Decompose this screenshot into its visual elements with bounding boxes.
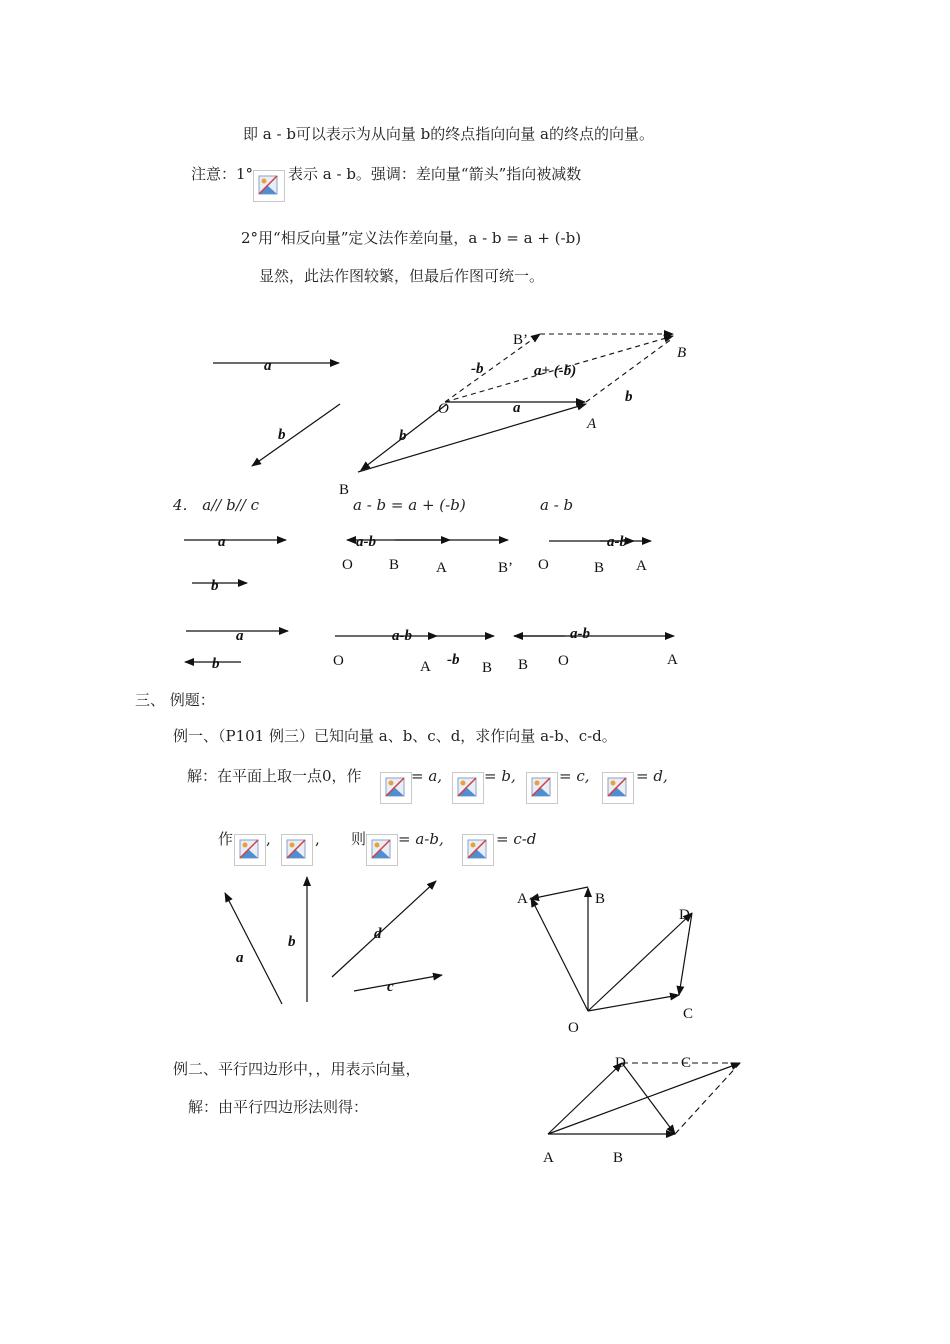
pg-label-b: B	[613, 1150, 624, 1166]
row2-label-ab-mid: a-b	[392, 628, 412, 644]
label-b-3: b	[399, 428, 407, 444]
row1-label-o-right: O	[538, 557, 549, 573]
row2-label-a: a	[236, 628, 244, 644]
label-neg-b: -b	[471, 361, 484, 377]
pg-label-d: D	[615, 1055, 626, 1071]
ex1-label-a: a	[236, 950, 244, 966]
item-4: 4． a// b// c	[173, 496, 260, 514]
row1-label-a-right: A	[636, 558, 647, 574]
row1-label-b: b	[211, 578, 219, 594]
label-a-point: A	[587, 416, 597, 432]
solution-1-eq-d: = d,	[636, 767, 668, 785]
row1-label-ab-mid: a-b	[356, 534, 376, 550]
row2-label-o-mid: O	[333, 653, 344, 669]
eq-c-minus-d: = c-d	[496, 830, 537, 848]
formula-mid: a - b = a + (-b)	[353, 496, 466, 514]
solution-2: 解：由平行四边形法则得：	[188, 1098, 369, 1116]
solution-1-eq-b: = b,	[484, 767, 516, 785]
label-sum: a+ (-b)	[534, 363, 577, 379]
row1-label-a-mid: A	[436, 560, 447, 576]
label-b-prime: B’	[513, 332, 528, 348]
row1-label-o-mid: O	[342, 557, 353, 573]
formula-right: a - b	[540, 496, 574, 514]
ex1-label-d: d	[374, 926, 382, 942]
pg-db	[622, 1063, 675, 1134]
ex1-label-point-b: B	[595, 891, 606, 907]
row1-label-bprime-mid: B’	[498, 560, 513, 576]
row2-label-b-right: B	[518, 657, 529, 673]
pg-bc-dashed	[675, 1063, 740, 1134]
row2-label-a-right: A	[667, 652, 678, 668]
row1-label-a: a	[218, 534, 226, 550]
row2-label-b: b	[212, 656, 220, 672]
ex1-label-point-c: C	[683, 1006, 694, 1022]
label-b-bottom: B	[339, 482, 350, 498]
example-1: 例一、（P101 例三）已知向量 a、b、c、d，求作向量 a-b、c-d。	[173, 727, 617, 745]
section-3-heading: 三、 例题：	[135, 691, 215, 709]
label-b-top: B	[677, 345, 687, 361]
text-line-1: 即 a - b可以表示为从向量 b的终点指向向量 a的终点的向量。	[243, 125, 655, 143]
solution-1-prefix: 解：在平面上取一点0，作	[187, 767, 362, 785]
comma-2: ,	[315, 830, 320, 848]
ex1-label-point-a: A	[517, 891, 528, 907]
row2-label-a-mid: A	[420, 659, 431, 675]
row2-label-b-mid: B	[482, 660, 493, 676]
text-ze: 则	[351, 830, 367, 848]
label-a-2: a	[513, 400, 521, 416]
solution-1-eq-c: = c,	[559, 767, 590, 785]
text-line-4: 显然，此法作图较繁，但最后作图可统一。	[259, 267, 545, 285]
pg-ad	[548, 1063, 622, 1134]
ex1-label-point-o: O	[568, 1020, 579, 1036]
solution-1-eq-a: = a,	[411, 767, 443, 785]
label-b-2: b	[625, 389, 633, 405]
pg-ac	[548, 1063, 740, 1134]
example-2: 例二、平行四边形中，，用表示向量，	[173, 1060, 421, 1078]
note-text: 表示 a - b。强调：差向量“箭头”指向被减数	[288, 165, 582, 183]
row2-label-ab-right: a-b	[570, 626, 590, 642]
text-line-3: 2°用“相反向量”定义法作差向量，a - b = a + (-b)	[241, 229, 582, 247]
text-zuo: 作	[218, 830, 234, 848]
pg-label-a: A	[543, 1150, 554, 1166]
note-label: 注意：1°	[191, 165, 254, 183]
row1-label-b-mid: B	[389, 557, 400, 573]
row2-label-negb: -b	[447, 652, 460, 668]
row1-label-b-right: B	[594, 560, 605, 576]
ex1-label-b: b	[288, 934, 296, 950]
comma-1: ,	[266, 830, 271, 848]
row2-label-o-right: O	[558, 653, 569, 669]
label-a: a	[264, 358, 272, 374]
label-b: b	[278, 427, 286, 443]
row1-label-ab-right: a-b	[607, 534, 627, 550]
eq-a-minus-b: = a-b,	[398, 830, 444, 848]
ex1-label-c: c	[387, 979, 394, 995]
ex1-label-point-d: D	[679, 907, 690, 923]
pg-label-c: C	[681, 1055, 692, 1071]
label-o: O	[438, 401, 449, 417]
